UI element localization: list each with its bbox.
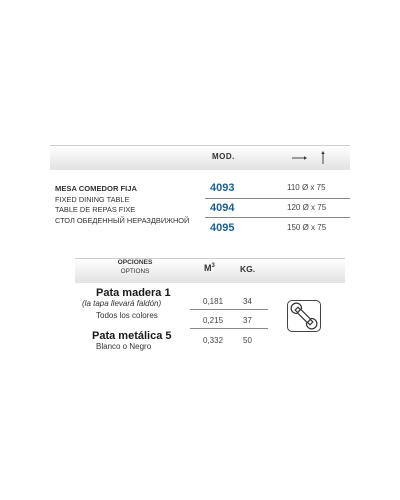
weight-value: 34 [243,297,252,306]
volume-value: 0,181 [203,297,224,306]
weight-header: KG. [240,264,256,274]
arrow-right-icon [292,156,307,159]
model-dimensions: 120 Ø x 75 [287,203,327,212]
volume-value: 0,215 [203,316,224,325]
option-wood-colors: Todos los colores [96,311,158,320]
row-divider [205,198,350,199]
product-name-ru: СТОЛ ОБЕДЕННЫЙ НЕРАЗДВИЖНОЙ [55,215,190,225]
option-wood-note: (la tapa llevará faldón) [82,299,162,308]
mod-label: MOD. [212,152,235,161]
wrench-icon [287,300,321,332]
model-code: 4094 [210,202,235,214]
arrow-up-icon [321,151,324,164]
model-code: 4093 [210,182,235,194]
options-header [103,259,167,276]
weight-value: 50 [243,336,252,345]
row-divider [190,328,268,329]
model-dimensions: 150 Ø x 75 [287,223,327,232]
options-label-es: OPCIONES [117,259,153,266]
model-row [205,200,350,218]
model-code: 4095 [210,222,235,234]
dimension-icons [290,150,330,166]
model-row [205,220,350,238]
option-wood-name: Pata madera 1 [96,287,171,299]
option-metal-colors: Blanco o Negro [96,342,152,351]
weight-value: 37 [243,316,252,325]
volume-value: 0,332 [203,336,224,345]
row-divider [205,217,350,218]
model-dimensions: 110 Ø x 75 [287,183,326,192]
product-name-es: MESA COMEDOR FIJA [55,184,137,193]
model-row [205,180,350,198]
product-name-en: FIXED DINING TABLE [55,194,130,204]
options-label-en: OPTIONS [120,267,150,275]
volume-header: $M^3$ [204,263,215,273]
product-name-fr: TABLE DE REPAS FIXE [55,205,136,215]
option-metal-name: Pata metálica 5 [92,330,172,342]
row-divider [190,309,268,310]
product-names [55,184,189,226]
